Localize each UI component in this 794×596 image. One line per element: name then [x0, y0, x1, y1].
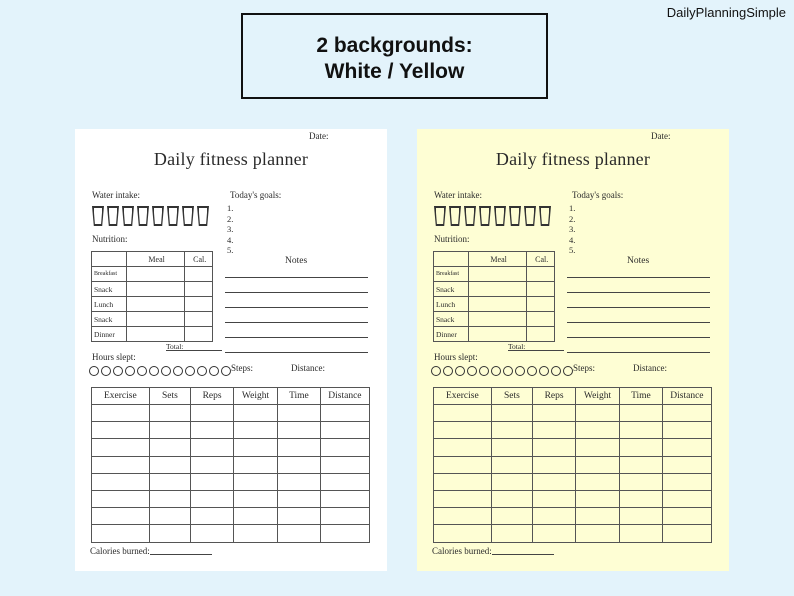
calorie-cell[interactable]	[527, 327, 555, 342]
meal-row-label: Lunch	[92, 297, 127, 312]
meal-header	[434, 252, 469, 267]
exercise-row	[434, 508, 712, 525]
meal-cell[interactable]	[468, 297, 526, 312]
note-line[interactable]	[225, 352, 368, 353]
exercise-cell[interactable]	[149, 456, 191, 473]
exercise-cell[interactable]	[149, 439, 191, 456]
exercise-cell[interactable]	[434, 490, 492, 507]
water-cup-icon[interactable]	[197, 206, 209, 226]
note-line[interactable]	[225, 307, 368, 308]
note-line[interactable]	[567, 352, 710, 353]
exercise-cell[interactable]	[575, 422, 619, 439]
meal-cell[interactable]	[126, 312, 184, 327]
water-cup-icon[interactable]	[524, 206, 536, 226]
meal-row	[92, 267, 213, 282]
water-cup-icon[interactable]	[464, 206, 476, 226]
meal-table	[91, 251, 213, 342]
exercise-cell[interactable]	[320, 439, 369, 456]
exercise-cell[interactable]	[191, 525, 234, 542]
banner	[241, 13, 548, 99]
sleep-hour-circle[interactable]	[125, 366, 135, 376]
meal-cell[interactable]	[126, 282, 184, 297]
goals-label: Today's goals:	[230, 190, 282, 200]
meal-row	[434, 282, 555, 297]
sleep-hour-circle[interactable]	[173, 366, 183, 376]
exercise-header: Distance	[320, 388, 369, 405]
sleep-hour-circle[interactable]	[89, 366, 99, 376]
meal-row	[92, 327, 213, 342]
calories-label: Calories burned:	[432, 546, 492, 556]
meal-row-label: Dinner	[92, 327, 127, 342]
meal-header: Cal.	[185, 252, 213, 267]
exercise-row	[434, 490, 712, 507]
exercise-cell[interactable]	[149, 525, 191, 542]
exercise-cell[interactable]	[191, 490, 234, 507]
exercise-cell[interactable]	[620, 508, 663, 525]
water-intake-label: Water intake:	[434, 190, 483, 200]
exercise-cell[interactable]	[575, 405, 619, 422]
exercise-cell[interactable]	[533, 422, 576, 439]
exercise-cell[interactable]	[575, 508, 619, 525]
meal-row-label: Breakfast	[92, 267, 127, 282]
meal-cell[interactable]	[126, 327, 184, 342]
water-cup-icon[interactable]	[152, 206, 164, 226]
exercise-cell[interactable]	[320, 490, 369, 507]
exercise-cell[interactable]	[92, 473, 150, 490]
goal-item[interactable]: 5.	[227, 245, 234, 256]
exercise-cell[interactable]	[92, 525, 150, 542]
meal-row	[92, 297, 213, 312]
water-intake-label: Water intake:	[92, 190, 141, 200]
meal-row	[434, 267, 555, 282]
meal-row-label: Snack	[92, 282, 127, 297]
sleep-hour-circle[interactable]	[221, 366, 231, 376]
water-cup-icon[interactable]	[137, 206, 149, 226]
calories-line	[492, 545, 554, 555]
water-cup-icon[interactable]	[479, 206, 491, 226]
planner-sheet-white	[75, 129, 387, 571]
sleep-hour-circle[interactable]	[563, 366, 573, 376]
meal-total	[508, 342, 564, 351]
calories-burned	[90, 545, 212, 555]
exercise-cell[interactable]	[191, 473, 234, 490]
exercise-cell[interactable]	[533, 473, 576, 490]
exercise-row	[434, 525, 712, 542]
water-cup-icon[interactable]	[182, 206, 194, 226]
exercise-cell[interactable]	[662, 422, 711, 439]
exercise-cell[interactable]	[278, 405, 321, 422]
date-label: Date:	[651, 131, 671, 141]
exercise-cell[interactable]	[278, 422, 321, 439]
note-line[interactable]	[225, 337, 368, 338]
exercise-table	[91, 387, 370, 543]
sleep-hour-circle[interactable]	[197, 366, 207, 376]
meal-cell[interactable]	[126, 297, 184, 312]
exercise-cell[interactable]	[233, 525, 277, 542]
exercise-row	[92, 405, 370, 422]
exercise-cell[interactable]	[620, 422, 663, 439]
sleep-hour-circle[interactable]	[455, 366, 465, 376]
exercise-cell[interactable]	[434, 525, 492, 542]
exercise-cell[interactable]	[575, 473, 619, 490]
exercise-cell[interactable]	[620, 473, 663, 490]
exercise-cell[interactable]	[491, 456, 533, 473]
exercise-header: Exercise	[92, 388, 150, 405]
exercise-cell[interactable]	[149, 473, 191, 490]
exercise-cell[interactable]	[191, 405, 234, 422]
notes-label: Notes	[285, 256, 308, 266]
exercise-cell[interactable]	[434, 405, 492, 422]
exercise-header: Distance	[662, 388, 711, 405]
exercise-row	[92, 439, 370, 456]
meal-row	[434, 312, 555, 327]
exercise-cell[interactable]	[533, 490, 576, 507]
exercise-row	[92, 473, 370, 490]
exercise-row	[92, 422, 370, 439]
exercise-header: Reps	[191, 388, 234, 405]
sleep-hour-circle[interactable]	[527, 366, 537, 376]
notes-label: Notes	[627, 256, 650, 266]
exercise-cell[interactable]	[533, 456, 576, 473]
calorie-cell[interactable]	[185, 327, 213, 342]
exercise-cell[interactable]	[320, 508, 369, 525]
exercise-cell[interactable]	[662, 490, 711, 507]
water-cups	[92, 206, 209, 226]
planner-title: Daily fitness planner	[495, 149, 651, 169]
exercise-row	[434, 405, 712, 422]
exercise-cell[interactable]	[149, 422, 191, 439]
sleep-hour-circle[interactable]	[539, 366, 549, 376]
meal-row	[92, 312, 213, 327]
meal-header: Meal	[126, 252, 184, 267]
exercise-cell[interactable]	[491, 439, 533, 456]
sleep-hour-circle[interactable]	[161, 366, 171, 376]
total-line	[194, 342, 222, 351]
exercise-cell[interactable]	[434, 473, 492, 490]
sleep-circles	[431, 366, 573, 376]
exercise-row	[434, 422, 712, 439]
meal-row-label: Breakfast	[434, 267, 469, 282]
exercise-cell[interactable]	[278, 525, 321, 542]
exercise-row	[434, 456, 712, 473]
exercise-row	[92, 508, 370, 525]
goals-label: Today's goals:	[572, 190, 624, 200]
exercise-cell[interactable]	[191, 508, 234, 525]
note-line[interactable]	[567, 292, 710, 293]
exercise-header: Reps	[533, 388, 576, 405]
calorie-cell[interactable]	[185, 267, 213, 282]
water-cup-icon[interactable]	[92, 206, 104, 226]
water-cup-icon[interactable]	[494, 206, 506, 226]
note-line[interactable]	[225, 292, 368, 293]
goals-list	[227, 203, 233, 256]
goal-item[interactable]: 2.	[227, 213, 234, 224]
meal-cell[interactable]	[468, 327, 526, 342]
steps-label: Steps:	[231, 363, 254, 373]
meal-table	[433, 251, 555, 342]
note-line[interactable]	[567, 337, 710, 338]
meal-row	[92, 282, 213, 297]
exercise-cell[interactable]	[149, 508, 191, 525]
date-label: Date:	[309, 131, 329, 141]
exercise-cell[interactable]	[620, 439, 663, 456]
goals-list	[569, 203, 575, 256]
planner-sheet-yellow	[417, 129, 729, 571]
exercise-cell[interactable]	[191, 422, 234, 439]
exercise-row	[434, 473, 712, 490]
calorie-cell[interactable]	[185, 282, 213, 297]
steps-label: Steps:	[573, 363, 596, 373]
sleep-hour-circle[interactable]	[479, 366, 489, 376]
sleep-circles	[89, 366, 231, 376]
sleep-hour-circle[interactable]	[467, 366, 477, 376]
sleep-hour-circle[interactable]	[149, 366, 159, 376]
goal-item[interactable]: 1.	[569, 203, 576, 213]
water-cup-icon[interactable]	[434, 206, 446, 226]
goal-item[interactable]: 4.	[569, 234, 576, 245]
exercise-header: Time	[278, 388, 321, 405]
calorie-cell[interactable]	[527, 297, 555, 312]
exercise-cell[interactable]	[575, 439, 619, 456]
exercise-cell[interactable]	[233, 508, 277, 525]
exercise-cell[interactable]	[191, 439, 234, 456]
calories-label: Calories burned:	[90, 546, 150, 556]
exercise-cell[interactable]	[662, 405, 711, 422]
exercise-cell[interactable]	[278, 508, 321, 525]
exercise-cell[interactable]	[620, 525, 663, 542]
nutrition-label: Nutrition:	[434, 234, 470, 244]
meal-total	[166, 342, 222, 351]
exercise-cell[interactable]	[434, 456, 492, 473]
meal-row-label: Snack	[434, 312, 469, 327]
exercise-cell[interactable]	[149, 405, 191, 422]
exercise-cell[interactable]	[434, 422, 492, 439]
goal-item[interactable]: 3.	[569, 224, 576, 235]
exercise-cell[interactable]	[233, 422, 277, 439]
total-line	[536, 342, 564, 351]
meal-cell[interactable]	[468, 282, 526, 297]
exercise-cell[interactable]	[575, 456, 619, 473]
exercise-cell[interactable]	[92, 508, 150, 525]
exercise-cell[interactable]	[92, 405, 150, 422]
meal-header: Cal.	[527, 252, 555, 267]
sleep-hour-circle[interactable]	[431, 366, 441, 376]
exercise-cell[interactable]	[533, 525, 576, 542]
water-cup-icon[interactable]	[122, 206, 134, 226]
exercise-cell[interactable]	[320, 456, 369, 473]
exercise-cell[interactable]	[434, 439, 492, 456]
exercise-header: Exercise	[434, 388, 492, 405]
sleep-hour-circle[interactable]	[209, 366, 219, 376]
exercise-cell[interactable]	[92, 439, 150, 456]
exercise-row	[92, 525, 370, 542]
sleep-hour-circle[interactable]	[443, 366, 453, 376]
calorie-cell[interactable]	[527, 267, 555, 282]
exercise-cell[interactable]	[491, 490, 533, 507]
exercise-cell[interactable]	[233, 405, 277, 422]
planner-title: Daily fitness planner	[153, 149, 309, 169]
exercise-cell[interactable]	[320, 422, 369, 439]
exercise-cell[interactable]	[320, 473, 369, 490]
meal-row-label: Lunch	[434, 297, 469, 312]
exercise-cell[interactable]	[149, 490, 191, 507]
exercise-cell[interactable]	[191, 456, 234, 473]
meal-header	[92, 252, 127, 267]
meal-cell[interactable]	[468, 267, 526, 282]
exercise-cell[interactable]	[233, 439, 277, 456]
meal-cell[interactable]	[126, 267, 184, 282]
exercise-row	[92, 456, 370, 473]
exercise-row	[92, 490, 370, 507]
sleep-hour-circle[interactable]	[137, 366, 147, 376]
water-cup-icon[interactable]	[449, 206, 461, 226]
meal-row-label: Snack	[434, 282, 469, 297]
exercise-cell[interactable]	[533, 405, 576, 422]
note-line[interactable]	[567, 277, 710, 278]
exercise-cell[interactable]	[491, 422, 533, 439]
sleep-hour-circle[interactable]	[185, 366, 195, 376]
sleep-hour-circle[interactable]	[515, 366, 525, 376]
hours-slept-label: Hours slept:	[434, 352, 478, 362]
water-cup-icon[interactable]	[539, 206, 551, 226]
goal-item[interactable]: 5.	[569, 245, 576, 256]
meal-row-label: Dinner	[434, 327, 469, 342]
calorie-cell[interactable]	[527, 312, 555, 327]
sleep-hour-circle[interactable]	[551, 366, 561, 376]
water-cup-icon[interactable]	[167, 206, 179, 226]
nutrition-label: Nutrition:	[92, 234, 128, 244]
goal-item[interactable]: 4.	[227, 234, 234, 245]
exercise-table	[433, 387, 712, 543]
water-cup-icon[interactable]	[509, 206, 521, 226]
exercise-header: Weight	[233, 388, 277, 405]
exercise-cell[interactable]	[662, 508, 711, 525]
exercise-cell[interactable]	[92, 422, 150, 439]
exercise-cell[interactable]	[662, 439, 711, 456]
note-line[interactable]	[567, 322, 710, 323]
goal-item[interactable]: 3.	[227, 224, 234, 235]
exercise-cell[interactable]	[320, 525, 369, 542]
exercise-cell[interactable]	[278, 456, 321, 473]
exercise-header: Sets	[491, 388, 533, 405]
exercise-header: Sets	[149, 388, 191, 405]
calories-burned	[432, 545, 554, 555]
total-label: Total:	[166, 342, 194, 351]
exercise-cell[interactable]	[575, 525, 619, 542]
meal-header: Meal	[468, 252, 526, 267]
exercise-cell[interactable]	[278, 473, 321, 490]
calorie-cell[interactable]	[527, 282, 555, 297]
exercise-cell[interactable]	[320, 405, 369, 422]
exercise-cell[interactable]	[662, 525, 711, 542]
sleep-hour-circle[interactable]	[113, 366, 123, 376]
note-line[interactable]	[225, 322, 368, 323]
exercise-cell[interactable]	[92, 456, 150, 473]
meal-row-label: Snack	[92, 312, 127, 327]
exercise-row	[434, 439, 712, 456]
exercise-cell[interactable]	[434, 508, 492, 525]
exercise-cell[interactable]	[278, 490, 321, 507]
exercise-cell[interactable]	[491, 525, 533, 542]
exercise-cell[interactable]	[575, 490, 619, 507]
exercise-cell[interactable]	[662, 473, 711, 490]
exercise-cell[interactable]	[533, 439, 576, 456]
water-cup-icon[interactable]	[107, 206, 119, 226]
exercise-cell[interactable]	[491, 405, 533, 422]
sleep-hour-circle[interactable]	[503, 366, 513, 376]
exercise-header: Weight	[575, 388, 619, 405]
calorie-cell[interactable]	[185, 312, 213, 327]
sleep-hour-circle[interactable]	[101, 366, 111, 376]
goal-item[interactable]: 1.	[227, 203, 234, 213]
calories-line	[150, 545, 212, 555]
meal-row	[434, 327, 555, 342]
distance-label: Distance:	[291, 363, 325, 373]
note-line[interactable]	[225, 277, 368, 278]
exercise-cell[interactable]	[491, 508, 533, 525]
meal-cell[interactable]	[468, 312, 526, 327]
distance-label: Distance:	[633, 363, 667, 373]
exercise-cell[interactable]	[620, 490, 663, 507]
exercise-cell[interactable]	[233, 456, 277, 473]
goal-item[interactable]: 2.	[569, 213, 576, 224]
exercise-cell[interactable]	[491, 473, 533, 490]
exercise-cell[interactable]	[620, 456, 663, 473]
exercise-cell[interactable]	[533, 508, 576, 525]
exercise-cell[interactable]	[620, 405, 663, 422]
banner-line-1: 2 backgrounds:	[316, 34, 473, 57]
exercise-cell[interactable]	[278, 439, 321, 456]
meal-row	[434, 297, 555, 312]
exercise-header: Time	[620, 388, 663, 405]
exercise-cell[interactable]	[233, 490, 277, 507]
exercise-cell[interactable]	[233, 473, 277, 490]
hours-slept-label: Hours slept:	[92, 352, 136, 362]
banner-line-2: White / Yellow	[324, 60, 465, 83]
brand-name: DailyPlanningSimple	[666, 5, 786, 20]
exercise-cell[interactable]	[662, 456, 711, 473]
total-label: Total:	[508, 342, 536, 351]
water-cups	[434, 206, 551, 226]
calorie-cell[interactable]	[185, 297, 213, 312]
sleep-hour-circle[interactable]	[491, 366, 501, 376]
exercise-cell[interactable]	[92, 490, 150, 507]
note-line[interactable]	[567, 307, 710, 308]
